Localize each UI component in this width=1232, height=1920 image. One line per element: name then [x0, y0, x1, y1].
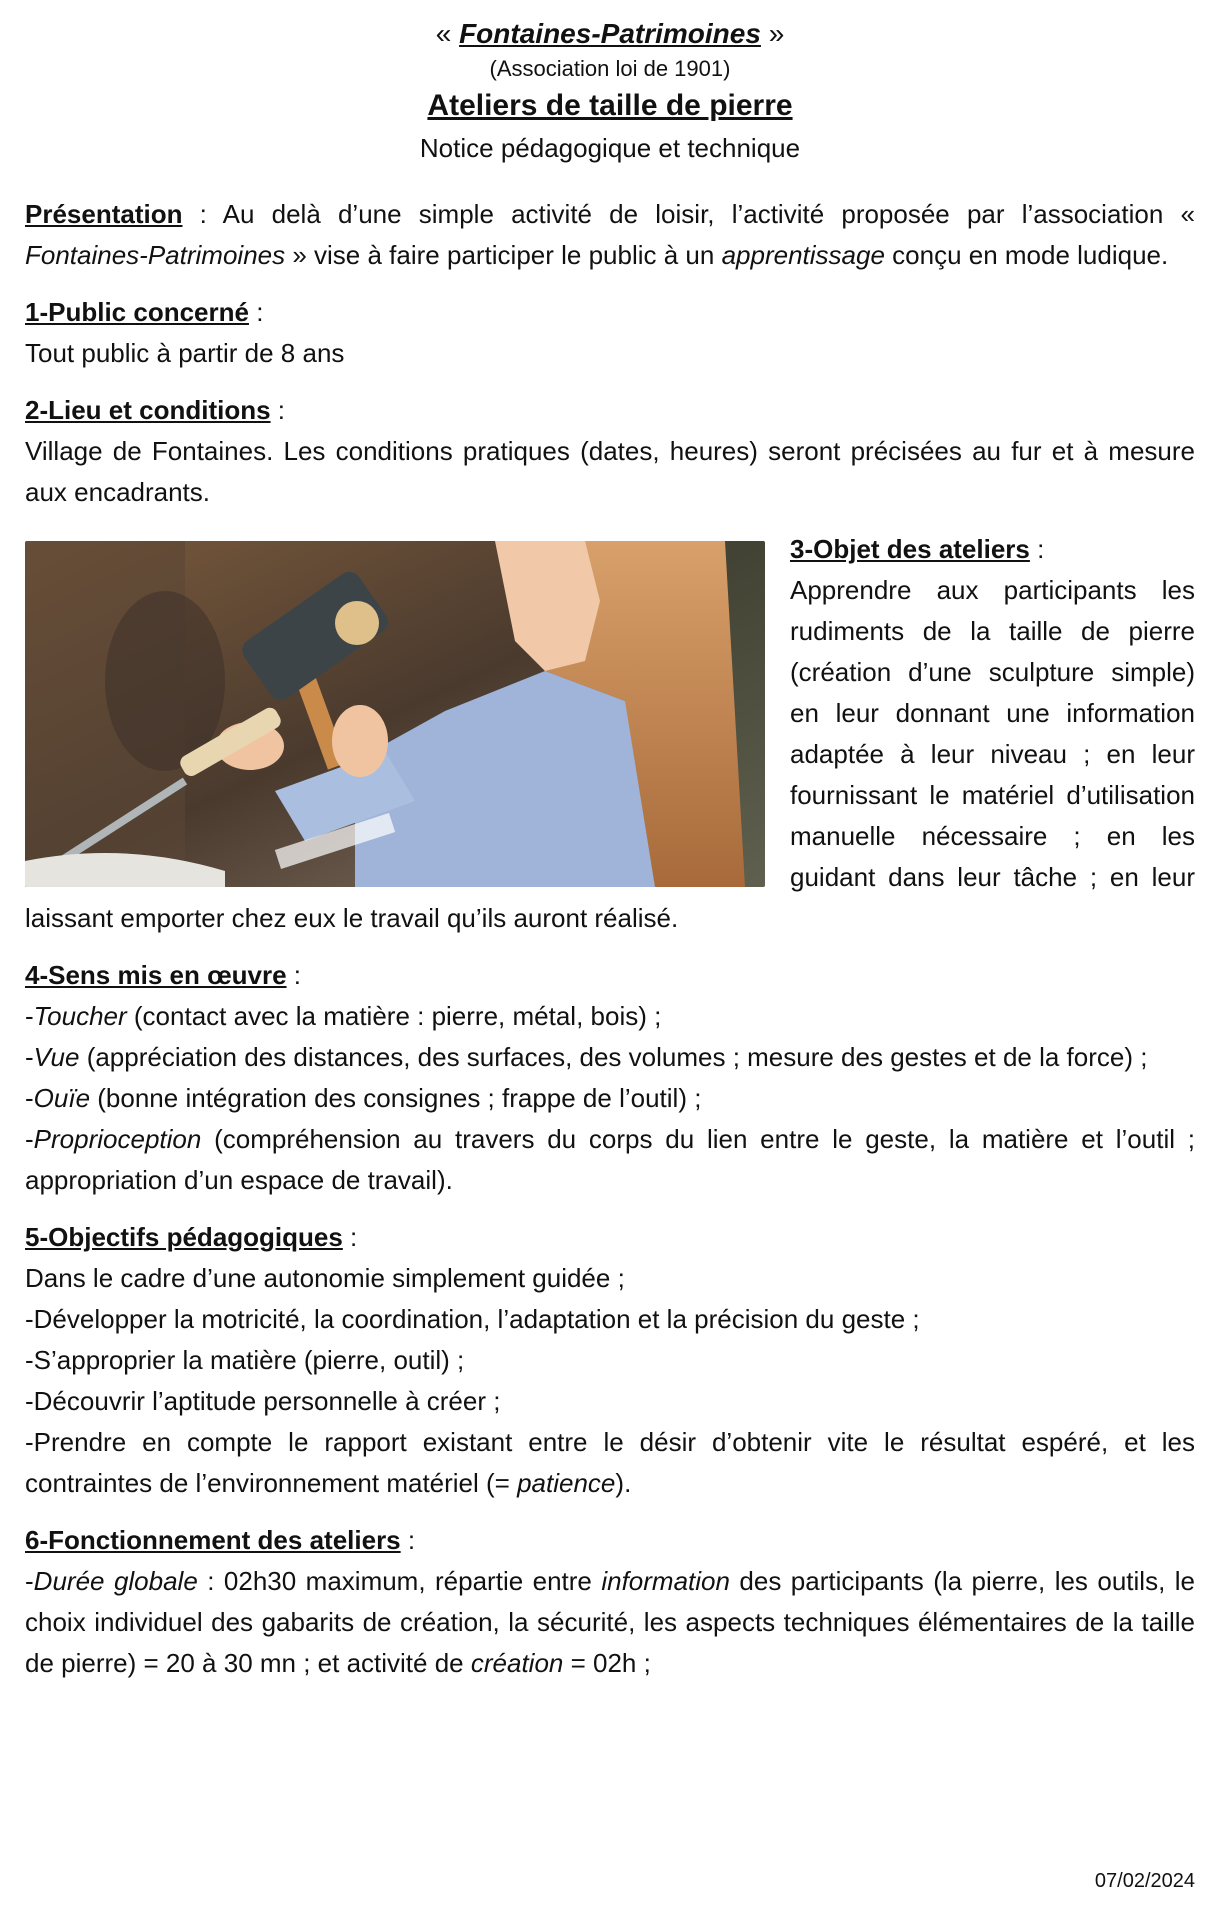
item-text: (contact avec la matière : pierre, métal, bois) ;: [126, 1001, 662, 1031]
list-item: [25, 1119, 1195, 1201]
item-text-a: : 02h30 maximum, répartie entre: [197, 1566, 602, 1596]
list-item: [25, 1037, 1195, 1078]
section6-heading: 6-Fonctionnement des ateliers: [25, 1525, 401, 1555]
section-objectifs: [25, 1217, 1195, 1504]
item-prefix: -: [25, 1001, 34, 1031]
section2-text: Village de Fontaines. Les conditions pratiques (dates, heures) seront précisées au fur et à mesure aux encadrants.: [25, 436, 1195, 507]
list-item: -S’approprier la matière (pierre, outil) ;: [25, 1345, 465, 1375]
section5-heading: 5-Objectifs pédagogiques: [25, 1222, 343, 1252]
section3-text: Apprendre aux participants les rudiments de la taille de pierre (création d’une sculpture simple) en leur donnant une information adaptée à leur niveau ; en leur fournissant le matériel d’utilisation manuelle nécessaire ; en les guidant dans leur tâche ; en leur laissant emporter chez eux le travail qu’ils auront réalisé.: [25, 575, 1195, 933]
presentation-text-a: Au delà d’une simple activité de loisir, l’activité proposée par l’association «: [222, 199, 1195, 229]
item-prefix: -: [25, 1083, 34, 1113]
section1-heading: 1-Public concerné: [25, 297, 249, 327]
section-fonctionnement: [25, 1520, 1195, 1684]
section-objet: [25, 529, 1195, 939]
item-term: Durée globale: [33, 1566, 198, 1596]
item-prefix: -: [25, 1124, 34, 1154]
presentation-sep: :: [182, 199, 223, 229]
item-text: (bonne intégration des consignes ; frappe de l’outil) ;: [90, 1083, 702, 1113]
item-prefix: -: [25, 1042, 34, 1072]
section6-sep: :: [400, 1525, 416, 1555]
section5-sep: :: [342, 1222, 358, 1252]
section2-heading: 2-Lieu et conditions: [25, 395, 271, 425]
organization-title: [25, 14, 1195, 54]
item-term: Proprioception: [33, 1124, 202, 1154]
item-text-a: -Prendre en compte le rapport existant entre le désir d’obtenir vite le résultat espéré, et les contraintes de l’environnement matériel (=: [25, 1427, 1195, 1498]
item-italic: patience: [517, 1468, 616, 1498]
item-term: Toucher: [33, 1001, 127, 1031]
presentation-paragraph: [25, 194, 1195, 276]
list-item: [25, 996, 1195, 1037]
presentation-org-name: Fontaines-Patrimoines: [25, 240, 286, 270]
list-item: [25, 1422, 1195, 1504]
section3-sep: :: [1029, 534, 1045, 564]
item-term: Vue: [33, 1042, 80, 1072]
presentation-text-c: conçu en mode ludique.: [884, 240, 1169, 270]
section3-heading: 3-Objet des ateliers: [790, 534, 1030, 564]
organization-name: Fontaines-Patrimoines: [459, 18, 761, 49]
item-text: (compréhension au travers du corps du lien entre le geste, la matière et l’outil ; appropriation d’un espace de travail).: [25, 1124, 1195, 1195]
presentation-text-b: » vise à faire participer le public à un: [285, 240, 722, 270]
quote-close: »: [768, 18, 785, 49]
list-item: -Développer la motricité, la coordination, l’adaptation et la précision du geste ;: [25, 1304, 920, 1334]
item-text-b: ).: [615, 1468, 632, 1498]
section4-heading: 4-Sens mis en œuvre: [25, 960, 287, 990]
document-title: Ateliers de taille de pierre: [427, 89, 793, 122]
quote-open: «: [435, 18, 452, 49]
section-lieu: [25, 390, 1195, 513]
list-item: Dans le cadre d’une autonomie simplement guidée ;: [25, 1263, 625, 1293]
section6-paragraph: [25, 1561, 1195, 1684]
section-sens: [25, 955, 1195, 1201]
item-italic-information: information: [601, 1566, 730, 1596]
child-stone-carving-photo: [25, 541, 765, 887]
presentation-heading: Présentation: [25, 199, 183, 229]
section2-sep: :: [270, 395, 286, 425]
item-text-c: = 02h ;: [563, 1648, 651, 1678]
item-italic-creation: création: [470, 1648, 564, 1678]
document-page: [25, 0, 1195, 1684]
item-text: (appréciation des distances, des surfaces, des volumes ; mesure des gestes et de la force) ;: [79, 1042, 1148, 1072]
section4-sep: :: [286, 960, 301, 990]
section-public: [25, 292, 1195, 374]
document-date: 07/02/2024: [1094, 1870, 1195, 1892]
item-text-b: des participants (la pierre, les outils, le choix individuel des gabarits de création, la sécurité, les aspects techniques élémentaires de la taille de pierre) = 20 à 30 mn ; et activité de: [25, 1566, 1195, 1678]
item-term: Ouïe: [33, 1083, 91, 1113]
presentation-italic-word: apprentissage: [721, 240, 885, 270]
document-subtitle: Notice pédagogique et technique: [419, 133, 801, 163]
association-note: (Association loi de 1901): [489, 56, 731, 81]
list-item: [25, 1078, 1195, 1119]
section1-sep: :: [248, 297, 264, 327]
list-item: -Découvrir l’aptitude personnelle à créer ;: [25, 1386, 501, 1416]
item-prefix: -: [25, 1566, 34, 1596]
section1-text: Tout public à partir de 8 ans: [25, 338, 345, 368]
